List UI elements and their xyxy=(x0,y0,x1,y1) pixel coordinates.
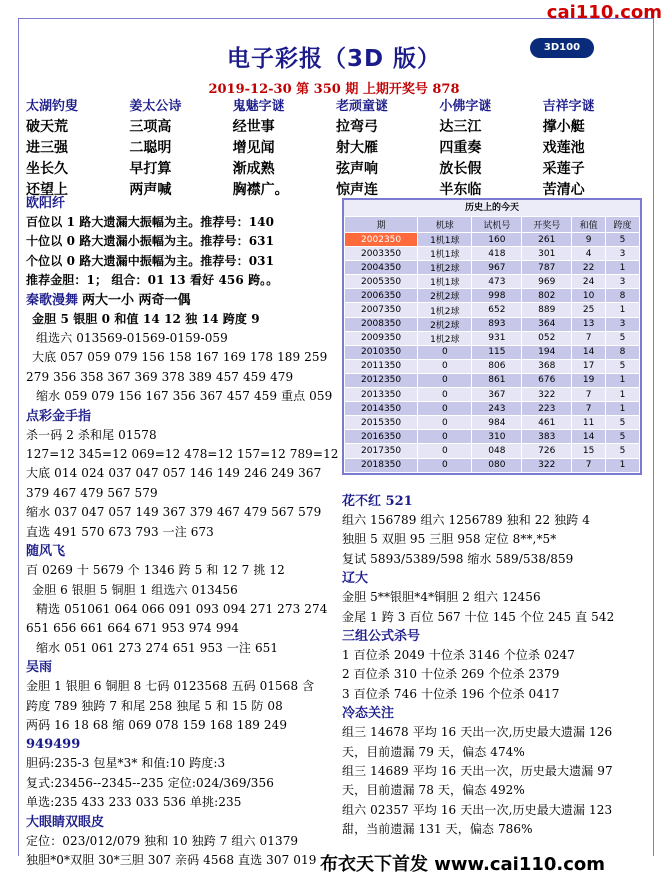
section-line: 1 百位杀 2049 十位杀 3146 个位杀 0247 xyxy=(342,648,575,663)
riddle-header: 太湖钓叟 xyxy=(26,99,79,114)
section-title-text: 欧阳纤 xyxy=(26,196,66,211)
table-row xyxy=(345,317,640,331)
table-cell: 5 xyxy=(606,416,640,430)
table-cell: 2013350 xyxy=(345,388,418,402)
table-row xyxy=(345,331,640,345)
riddle-answer: 拉弯弓 xyxy=(336,119,378,135)
table-cell: 14 xyxy=(572,430,606,444)
table-cell: 5 xyxy=(606,430,640,444)
table-cell: 115 xyxy=(472,345,522,359)
right-column xyxy=(342,492,642,840)
riddle-answer: 还望上 xyxy=(26,182,68,198)
table-row xyxy=(345,444,640,458)
table-cell: 806 xyxy=(472,359,522,373)
table-row xyxy=(345,303,640,317)
section-title xyxy=(26,291,338,310)
section-line: 甜，当前遗漏 131 天，偏态 786% xyxy=(342,822,533,837)
table-cell: 322 xyxy=(522,388,572,402)
table-cell: 473 xyxy=(472,275,522,289)
section-line: 缩水 051 061 273 274 651 953 一注 651 xyxy=(36,640,279,655)
table-cell: 2017350 xyxy=(345,444,418,458)
table-cell: 24 xyxy=(572,275,606,289)
table-cell: 861 xyxy=(472,373,522,387)
table-cell: 383 xyxy=(522,430,572,444)
table-cell: 7 xyxy=(572,402,606,416)
footer-credit: 布衣天下首发 www.cai110.com xyxy=(320,854,606,875)
table-row xyxy=(345,275,640,289)
table-cell: 0 xyxy=(418,388,472,402)
table-cell: 364 xyxy=(522,317,572,331)
section-line: 金尾 1 跨 3 百位 567 十位 145 个位 245 直 542 xyxy=(342,609,615,624)
table-cell: 10 xyxy=(572,289,606,303)
riddle-grid xyxy=(26,97,646,200)
riddle-answer: 胸襟广。 xyxy=(232,182,289,198)
table-cell: 1机1球 xyxy=(418,247,472,261)
history-col-header: 期 xyxy=(345,217,418,233)
section-title-text: 点彩金手指 xyxy=(26,408,92,424)
section-line: 独胆*0*双胆 30*三胆 307 亲码 4568 直选 307 019 xyxy=(26,852,317,867)
table-cell: 967 xyxy=(472,261,522,275)
table-cell: 048 xyxy=(472,444,522,458)
table-cell: 969 xyxy=(522,275,572,289)
table-cell: 3 xyxy=(606,247,640,261)
table-cell: 2008350 xyxy=(345,317,418,331)
table-cell: 652 xyxy=(472,303,522,317)
section-line: 精选 051061 064 066 091 093 094 271 273 274 xyxy=(36,601,328,616)
table-cell: 0 xyxy=(418,458,472,472)
section-line: 天，目前遗漏 79 天，偏态 474% xyxy=(342,744,525,759)
table-cell: 0 xyxy=(418,430,472,444)
section-line: 379 467 479 567 579 xyxy=(26,485,158,500)
table-cell: 1机1球 xyxy=(418,275,472,289)
table-cell: 1机1球 xyxy=(418,233,472,247)
section-title-text: 秦歌漫舞 xyxy=(26,292,79,308)
table-cell: 2005350 xyxy=(345,275,418,289)
table-cell: 194 xyxy=(522,345,572,359)
table-cell: 2011350 xyxy=(345,359,418,373)
section-title-text: 吴雨 xyxy=(26,660,53,676)
table-cell: 19 xyxy=(572,373,606,387)
table-cell: 322 xyxy=(522,458,572,472)
section-line: 金胆 6 银胆 5 铜胆 1 组选六 013456 xyxy=(32,582,238,597)
table-cell: 418 xyxy=(472,247,522,261)
table-cell: 4 xyxy=(572,247,606,261)
table-cell: 1 xyxy=(606,261,640,275)
riddle-answer: 渐成熟 xyxy=(232,161,275,177)
riddle-answer: 三项高 xyxy=(129,119,172,135)
left-column xyxy=(26,194,338,870)
table-row xyxy=(345,458,640,472)
table-cell: 2018350 xyxy=(345,458,418,472)
riddle-answer: 进三强 xyxy=(26,140,68,156)
riddle-answer: 二聪明 xyxy=(129,140,172,156)
section-line: 127=12 345=12 069=12 478=12 157=12 789=12 xyxy=(26,447,339,462)
riddle-answer: 采莲子 xyxy=(542,161,585,177)
section-line: 金胆 5 银胆 0 和值 14 12 独 14 跨度 9 xyxy=(32,311,260,326)
section-title xyxy=(342,492,642,511)
section-title xyxy=(342,569,642,588)
section-title xyxy=(342,704,642,723)
table-cell: 931 xyxy=(472,331,522,345)
riddle-answer: 达三江 xyxy=(439,119,482,135)
table-cell: 22 xyxy=(572,261,606,275)
section-title xyxy=(26,194,338,213)
riddle-answer: 两声喊 xyxy=(129,182,172,198)
table-cell: 25 xyxy=(572,303,606,317)
riddle-answer: 经世事 xyxy=(232,119,275,135)
table-cell: 2机2球 xyxy=(418,317,472,331)
table-cell: 802 xyxy=(522,289,572,303)
table-cell: 368 xyxy=(522,359,572,373)
table-cell: 3 xyxy=(606,275,640,289)
riddle-answer: 惊声连 xyxy=(336,182,378,198)
table-cell: 8 xyxy=(606,345,640,359)
section-line: 推荐金胆：1； 组合：01 13 看好 456 跨。。 xyxy=(26,273,279,288)
history-header-row xyxy=(345,217,640,233)
section-line: 跨度 789 独跨 7 和尾 258 独尾 5 和 15 防 08 xyxy=(26,698,283,713)
section-line: 大底 057 059 079 156 158 167 169 178 189 259 xyxy=(32,350,328,365)
table-cell: 998 xyxy=(472,289,522,303)
table-cell: 0 xyxy=(418,345,472,359)
section-line: 十位以 0 路大遗漏小振幅为主。推荐号：631 xyxy=(26,234,275,249)
riddle-header: 小佛字谜 xyxy=(439,99,492,114)
history-caption: 历史上的今天 xyxy=(344,200,640,216)
riddle-answer: 弦声响 xyxy=(336,161,378,177)
table-cell: 243 xyxy=(472,402,522,416)
table-cell: 1 xyxy=(606,458,640,472)
history-col-header: 试机号 xyxy=(472,217,522,233)
section-title xyxy=(26,542,338,561)
section-line: 定位：023/012/079 独和 10 独跨 7 组六 01379 xyxy=(26,833,299,848)
riddle-answer: 早打算 xyxy=(129,161,172,177)
table-cell: 461 xyxy=(522,416,572,430)
table-cell: 13 xyxy=(572,317,606,331)
table-cell: 9 xyxy=(572,233,606,247)
table-row xyxy=(345,261,640,275)
section-line: 651 656 661 664 671 953 974 994 xyxy=(26,621,240,636)
table-row xyxy=(345,359,640,373)
page-title: 电子彩报（3D 版） xyxy=(226,46,442,72)
table-cell: 893 xyxy=(472,317,522,331)
history-col-header: 机球 xyxy=(418,217,472,233)
site-watermark: cai110.com xyxy=(546,2,662,23)
table-cell: 301 xyxy=(522,247,572,261)
riddle-answer: 增见闻 xyxy=(232,140,275,156)
section-line: 2 百位杀 310 十位杀 269 个位杀 2379 xyxy=(342,667,560,682)
table-row xyxy=(345,233,640,247)
table-row xyxy=(345,345,640,359)
table-cell: 984 xyxy=(472,416,522,430)
section-title xyxy=(26,735,338,754)
history-col-header: 开奖号 xyxy=(522,217,572,233)
table-cell: 2009350 xyxy=(345,331,418,345)
section-line: 缩水 059 079 156 167 356 367 457 459 重点 059 xyxy=(36,389,333,404)
section-line: 组三 14678 平均 16 天出一次,历史最大遗漏 126 xyxy=(342,725,613,740)
table-cell: 080 xyxy=(472,458,522,472)
table-row xyxy=(345,247,640,261)
riddle-answer: 撑小艇 xyxy=(542,119,585,135)
table-cell: 2006350 xyxy=(345,289,418,303)
table-cell: 3 xyxy=(606,317,640,331)
table-cell: 5 xyxy=(606,359,640,373)
table-cell: 223 xyxy=(522,402,572,416)
section-title-text: 三组公式杀号 xyxy=(342,629,421,645)
table-cell: 261 xyxy=(522,233,572,247)
riddle-answer: 坐长久 xyxy=(26,161,68,177)
table-cell: 17 xyxy=(572,359,606,373)
table-cell: 15 xyxy=(572,444,606,458)
table-row xyxy=(345,430,640,444)
table-cell: 676 xyxy=(522,373,572,387)
section-line: 金胆 1 银胆 6 铜胆 8 七码 0123568 五码 01568 含 xyxy=(26,679,315,694)
table-cell: 5 xyxy=(606,331,640,345)
section-line: 两码 16 18 68 缩 069 078 159 168 189 249 xyxy=(26,717,288,732)
riddle-answer: 射大雁 xyxy=(336,140,378,156)
table-cell: 7 xyxy=(572,331,606,345)
riddle-header: 姜太公诗 xyxy=(129,99,182,114)
table-cell: 0 xyxy=(418,373,472,387)
table-cell: 0 xyxy=(418,416,472,430)
section-title-text: 辽大 xyxy=(342,571,369,587)
table-cell: 7 xyxy=(572,388,606,402)
table-cell: 1 xyxy=(606,303,640,317)
section-line: 百 0269 十 5679 个 1346 跨 5 和 12 7 挑 12 xyxy=(26,563,285,578)
table-cell: 160 xyxy=(472,233,522,247)
table-cell: 2016350 xyxy=(345,430,418,444)
table-cell: 8 xyxy=(606,289,640,303)
section-line: 天，目前遗漏 78 天，偏态 492% xyxy=(342,783,525,798)
section-line: 组三 14689 平均 16 天出一次，历史最大遗漏 97 xyxy=(342,764,613,779)
table-cell: 0 xyxy=(418,402,472,416)
table-cell: 11 xyxy=(572,416,606,430)
section-line: 组选六 013569-01569-0159-059 xyxy=(36,331,228,346)
section-line: 百位以 1 路大遗漏大振幅为主。推荐号：140 xyxy=(26,215,275,229)
table-cell: 2015350 xyxy=(345,416,418,430)
table-cell: 1机2球 xyxy=(418,303,472,317)
table-cell: 787 xyxy=(522,261,572,275)
table-cell: 2002350 xyxy=(345,233,418,247)
section-line: 组六 156789 组六 1256789 独和 22 独跨 4 xyxy=(342,513,590,527)
history-col-header: 和值 xyxy=(572,217,606,233)
table-cell: 2014350 xyxy=(345,402,418,416)
section-line: 缩水 037 047 057 149 367 379 467 479 567 579 xyxy=(26,505,322,520)
section-line: 复试 5893/5389/598 缩水 589/538/859 xyxy=(342,551,574,566)
table-cell: 2机2球 xyxy=(418,289,472,303)
table-cell: 0 xyxy=(418,444,472,458)
table-cell: 1机2球 xyxy=(418,261,472,275)
section-title-text: 949499 xyxy=(26,737,81,753)
table-cell: 1 xyxy=(606,402,640,416)
table-cell: 14 xyxy=(572,345,606,359)
section-subtitle: 两大一小 两奇一偶 xyxy=(82,292,191,308)
table-row xyxy=(345,402,640,416)
riddle-header: 鬼魅字谜 xyxy=(232,99,285,114)
section-title xyxy=(26,407,338,426)
table-cell: 2010350 xyxy=(345,345,418,359)
issue-dateline: 2019-12-30 第 350 期 上期开奖号 878 xyxy=(208,82,460,97)
section-line: 直选 491 570 673 793 一注 673 xyxy=(26,524,214,539)
section-line: 复式:23456--2345--235 定位:024/369/356 xyxy=(26,775,274,790)
table-cell: 0 xyxy=(418,359,472,373)
section-title-text: 冷态关注 xyxy=(342,706,395,722)
table-row xyxy=(345,416,640,430)
section-title-text: 大眼睛双眼皮 xyxy=(26,814,105,830)
table-row xyxy=(345,373,640,387)
table-cell: 1机2球 xyxy=(418,331,472,345)
table-cell: 2004350 xyxy=(345,261,418,275)
history-body xyxy=(345,233,640,473)
section-line: 独胆 5 双胆 95 三胆 958 定位 8**,*5* xyxy=(342,532,557,547)
history-col-header: 跨度 xyxy=(606,217,640,233)
section-line: 大底 014 024 037 047 057 146 149 246 249 367 xyxy=(26,466,322,481)
table-cell: 5 xyxy=(606,233,640,247)
riddle-answer: 放长假 xyxy=(439,161,482,177)
table-cell: 5 xyxy=(606,444,640,458)
table-row xyxy=(345,388,640,402)
riddle-answer: 苦清心 xyxy=(542,182,585,198)
section-line: 胆码:235-3 包星*3* 和值:10 跨度:3 xyxy=(26,756,226,771)
logo-badge: 3D100 xyxy=(530,38,594,58)
section-line: 279 356 358 367 369 378 389 457 459 479 xyxy=(26,369,294,384)
section-line: 单选:235 433 233 033 536 单挑:235 xyxy=(26,795,242,810)
section-title xyxy=(26,813,338,832)
riddle-header: 吉祥字谜 xyxy=(542,99,595,114)
section-line: 金胆 5**银胆*4*铜胆 2 组六 12456 xyxy=(342,590,541,605)
section-line: 3 百位杀 746 十位杀 196 个位杀 0417 xyxy=(342,686,560,701)
table-cell: 7 xyxy=(572,458,606,472)
section-line: 个位以 0 路大遗漏中振幅为主。推荐号：031 xyxy=(26,253,275,268)
table-cell: 052 xyxy=(522,331,572,345)
table-cell: 1 xyxy=(606,373,640,387)
table-cell: 2003350 xyxy=(345,247,418,261)
riddle-answer: 四重奏 xyxy=(439,140,482,156)
section-title xyxy=(342,627,642,646)
table-cell: 726 xyxy=(522,444,572,458)
section-title-text: 花不红 521 xyxy=(342,494,413,509)
table-cell: 310 xyxy=(472,430,522,444)
table-cell: 2007350 xyxy=(345,303,418,317)
history-today-table xyxy=(342,198,642,475)
riddle-answer: 戏莲池 xyxy=(542,140,585,156)
table-cell: 889 xyxy=(522,303,572,317)
riddle-header: 老顽童谜 xyxy=(336,99,389,114)
riddle-answer: 破天荒 xyxy=(26,119,68,135)
table-cell: 367 xyxy=(472,388,522,402)
section-title xyxy=(26,658,338,677)
riddle-answer: 半东临 xyxy=(439,182,482,198)
section-title-text: 随风飞 xyxy=(26,544,66,560)
section-line: 杀一码 2 杀和尾 01578 xyxy=(26,427,157,442)
table-cell: 2012350 xyxy=(345,373,418,387)
section-line: 组六 02357 平均 16 天出一次,历史最大遗漏 123 xyxy=(342,802,613,817)
table-cell: 1 xyxy=(606,388,640,402)
table-row xyxy=(345,289,640,303)
history-table xyxy=(344,216,640,473)
